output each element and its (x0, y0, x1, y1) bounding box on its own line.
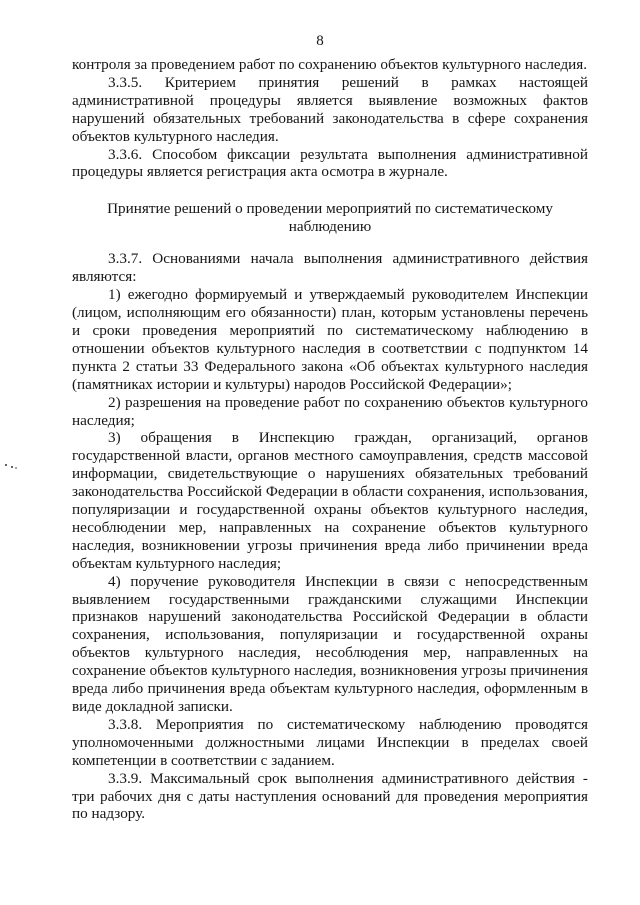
list-item-1: 1) ежегодно формируемый и утверждаемый руководителем Инспекции (лицом, исполняющим его обязанности) план, которым установлены перечень и сроки проведения мероприятий по систематическому наблюдению в отношении объектов культурного наследия в соответствии с подпунктом 14 пункта 2 статьи 33 Федерального закона «Об объектах культурного наследия (памятниках истории и культуры) народов Российской Федерации»; (72, 286, 588, 393)
page-number: 8 (316, 33, 324, 49)
paragraph-3-3-7: 3.3.7. Основаниями начала выполнения административного действия являются: (72, 250, 588, 286)
document-body (72, 56, 588, 823)
list-item-4: 4) поручение руководителя Инспекции в связи с непосредственным выявлением государственными гражданскими служащими Инспекции признаков нарушений законодательства Российской Федерации в области сохранения, использования, популяризации и государственной охраны объектов культурного наследия, несоблюдения мер, направленных на сохранение объектов культурного наследия, возникновения угрозы причинения вреда либо причинения вреда объектам культурного наследия, оформленным в виде докладной записки. (72, 572, 588, 715)
scan-margin-mark (4, 462, 18, 475)
section-heading: Принятие решений о проведении мероприятий по систематическому наблюдению (107, 200, 553, 236)
scan-speck-icon (4, 462, 18, 472)
paragraph-3-3-9: 3.3.9. Максимальный срок выполнения административного действия - три рабочих дня с даты наступления оснований для проведения мероприятия по надзору. (72, 769, 588, 823)
paragraph-3-3-4-end: контроля за проведением работ по сохранению объектов культурного наследия. (72, 56, 588, 73)
paragraph-3-3-8: 3.3.8. Мероприятия по систематическому наблюдению проводятся уполномоченными должностными лицами Инспекции в пределах своей компетенции в соответствии с заданием. (72, 715, 588, 769)
list-item-3: 3) обращения в Инспекцию граждан, организаций, органов государственной власти, органов местного самоуправления, средств массовой информации, свидетельствующие о нарушениях обязательных требований законодательства Российской Федерации в области сохранения, использования, популяризации и государственной охраны объектов культурного наследия, несоблюдении мер, направленных на сохранение объектов культурного наследия, возникновении угрозы причинения вреда либо причинении вреда объектам культурного наследия; (72, 429, 588, 572)
list-item-2: 2) разрешения на проведение работ по сохранению объектов культурного наследия; (72, 393, 588, 429)
paragraph-3-3-5: 3.3.5. Критерием принятия решений в рамках настоящей административной процедуры является выявление возможных фактов нарушений обязательных требований законодательства в сфере сохранения объектов культурного наследия. (72, 73, 588, 145)
paragraph-3-3-6: 3.3.6. Способом фиксации результата выполнения административной процедуры является регистрация акта осмотра в журнале. (72, 145, 588, 181)
